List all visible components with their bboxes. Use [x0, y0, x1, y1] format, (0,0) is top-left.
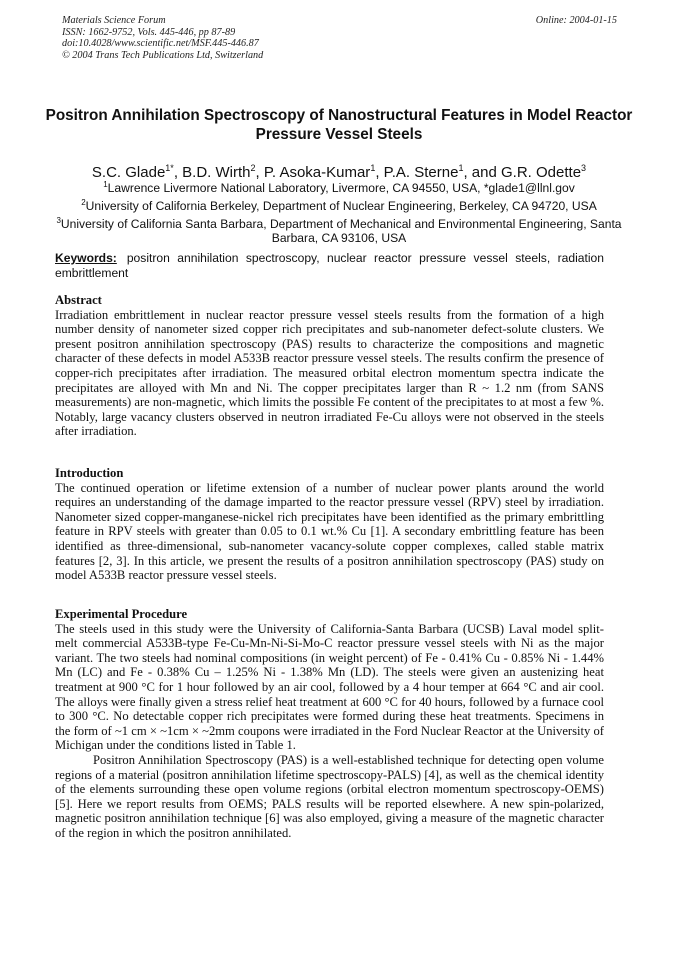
author-name: P.A. Sterne	[383, 164, 459, 181]
keywords	[55, 251, 604, 280]
keywords-label: Keywords:	[55, 251, 117, 265]
author-sep: ,	[375, 164, 384, 181]
author-name: G.R. Odette	[501, 164, 582, 181]
affiliation-text: Lawrence Livermore National Laboratory, Livermore, CA 94550, USA, *glade1@llnl.gov	[107, 181, 575, 196]
keywords-text: positron annihilation spectroscopy, nuclear reactor pressure vessel steels, radiation embrittlement	[55, 251, 604, 280]
journal-header	[62, 15, 617, 61]
experimental-section	[55, 607, 604, 841]
affiliation-3	[40, 214, 638, 247]
author-name: B.D. Wirth	[182, 164, 251, 181]
affiliation-text: University of California Santa Barbara, Department of Mechanical and Environmental Engineering, Santa Barbara, CA 93106, USA	[60, 216, 622, 246]
online-date: Online: 2004-01-15	[535, 15, 617, 26]
author-name: P. Asoka-Kumar	[263, 164, 371, 181]
introduction-heading: Introduction	[55, 466, 124, 480]
affiliation-sup: 2	[81, 197, 86, 207]
affiliation-1	[40, 178, 638, 196]
abstract-section	[55, 293, 604, 439]
experimental-heading: Experimental Procedure	[55, 607, 188, 621]
introduction-section	[55, 466, 604, 583]
author-sep: ,	[255, 164, 264, 181]
affiliations	[40, 178, 638, 246]
affiliation-text: University of California Berkeley, Department of Nuclear Engineering, Berkeley, CA 94720, USA	[85, 198, 597, 213]
author-and: , and	[463, 164, 501, 181]
author-sup: 1	[370, 163, 376, 173]
copyright-line: © 2004 Trans Tech Publications Ltd, Switzerland	[62, 49, 264, 61]
experimental-paragraph-2: Positron Annihilation Spectroscopy (PAS) is a well-established technique for detecting open volume regions of a material (positron annihilation lifetime spectroscopy-PALS) [4], as well as the chemical identity of the elements surrounding these open volume regions (orbital electron momentum spectroscopy-OEMS) [5]. Here we report results from OEMS; PALS results will be reported elsewhere. A new spin-polarized, magnetic positron annihilation technique [6] was also employed, giving a measure of the magnetic character of the region in which the positron annihilated.	[55, 752, 604, 840]
abstract-text: Irradiation embrittlement in nuclear reactor pressure vessel steels results from the formation of a high number density of nanometer sized copper rich precipitates and sub-nanometer defect-solute clusters. We present positron annihilation spectroscopy (PAS) results to characterize the compositions and magnetic character of these defects in model A533B reactor pressure vessel steels. The results confirm the presence of copper-rich precipitates after irradiation. The measured orbital electron momentum spectra indicate the precipitates are alloyed with Mn and Ni. The copper precipitates larger than R ~ 1.2 nm (from SANS measurements) are non-magnetic, which limits the possible Fe content of the precipitates to at most a few %. Notably, large vacancy clusters observed in neutron irradiated Fe-Cu alloys were not observed in the steels after irradiation.	[55, 307, 604, 439]
author-sep: ,	[173, 164, 183, 181]
introduction-text: The continued operation or lifetime extension of a number of nuclear power plants around the world requires an understanding of the damage imparted to the reactor pressure vessel (RPV) steel by irradiation. Nanometer sized copper-manganese-nickel rich precipitates have been identified as the primary embrittling feature in RPV steels with greater than 0.05 to 0.1 wt.% Cu [1]. A secondary embrittling feature has been identified as three-dimensional, sub-nanometer vacancy-solute copper complexes, called stable matrix features [2, 3]. In this article, we present the results of a positron annihilation spectroscopy (PAS) study on model A533B reactor pressure vessel steels.	[55, 480, 604, 583]
affiliation-2	[40, 196, 638, 214]
author-name: S.C. Glade	[91, 164, 166, 181]
affiliation-sup: 3	[56, 215, 61, 225]
experimental-paragraph-1: The steels used in this study were the University of California-Santa Barbara (UCSB) Laval model split-melt commercial A533B-type Fe-Cu-Mn-Ni-Si-Mo-C reactor pressure vessel steels with Ni as the major variant. The two steels had nominal compositions (in weight percent) of Fe - 0.41% Cu - 0.85% Ni - 1.44% Mn (LC) and Fe - 0.38% Cu – 1.25% Ni - 1.38% Mn (LD). The steels were given an austenizing heat treatment at 900 °C for 1 hour followed by an air cool, followed by a 4 hour temper at 664 °C and air cool. The alloys were finally given a stress relief heat treatment at 600 °C for 40 hours, followed by a furnace cool to 300 °C. No detectable copper rich precipitates were formed during these heat treatments. Specimens in the form of ~1 cm × ~1cm × ~2mm coupons were irradiated in the Ford Nuclear Reactor at the University of Michigan under the conditions listed in Table 1.	[55, 621, 604, 753]
affiliation-sup: 1	[103, 180, 108, 189]
journal-name: Materials Science Forum	[62, 15, 166, 26]
abstract-heading: Abstract	[55, 293, 102, 307]
author-sup: 1	[458, 163, 464, 173]
author-sup: 1*	[165, 163, 174, 173]
doi-line: doi:10.4028/www.scientific.net/MSF.445-446.87	[62, 38, 259, 50]
author-sup: 3	[581, 163, 587, 173]
issn-line: ISSN: 1662-9752, Vols. 445-446, pp 87-89	[62, 26, 236, 38]
paper-title: Positron Annihilation Spectroscopy of Nanostructural Features in Model Reactor Pressure Vessel Steels	[45, 107, 633, 143]
author-sup: 2	[250, 163, 256, 173]
